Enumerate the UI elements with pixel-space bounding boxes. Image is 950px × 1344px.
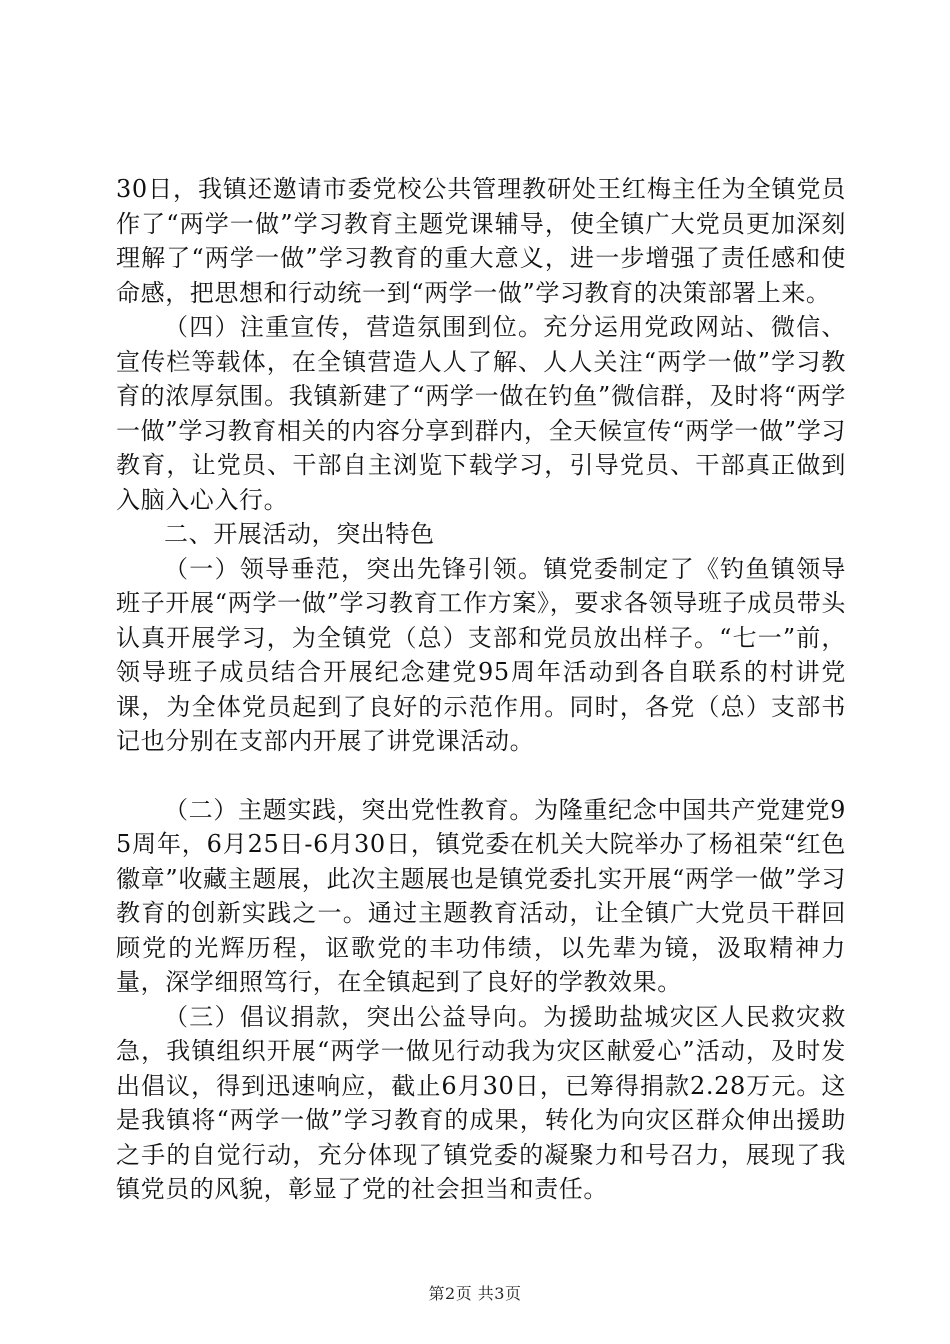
paragraph-publicity: （四）注重宣传，营造氛围到位。充分运用党政网站、微信、宣传栏等载体，在全镇营造人人了解、人人关注“两学一做”学习教育的浓厚氛围。我镇新建了“两学一做在钓鱼”微信群，及时将“两学一做”学习教育相关的内容分享到群内，全天候宣传“两学一做”学习教育，让党员、干部自主浏览下载学习，引导党员、干部真正做到入脑入心入行。 xyxy=(116,313,846,514)
paragraph-continuation: 30日，我镇还邀请市委党校公共管理教研处王红梅主任为全镇党员作了“两学一做”学习教育主题党课辅导，使全镇广大党员更加深刻理解了“两学一做”学习教育的重大意义，进一步增强了责任感和使命感，把思想和行动统一到“两学一做”学习教育的决策部署上来。 xyxy=(116,175,846,307)
page-footer: 第2页 共3页 xyxy=(428,1284,522,1303)
document-body xyxy=(116,172,846,1207)
section-heading-activities: 二、开展活动，突出特色 xyxy=(164,520,435,548)
paragraph-theme-practice: （二）主题实践，突出党性教育。为隆重纪念中国共产党建党95周年，6月25日-6月30日，镇党委在机关大院举办了杨祖荣“红色徽章”收藏主题展，此次主题展也是镇党委扎实开展“两学一做”学习教育的创新实践之一。通过主题教育活动，让全镇广大党员干群回顾党的光辉历程，讴歌党的丰功伟绩，以先辈为镜，汲取精神力量，深学细照笃行，在全镇起到了良好的学教效果。 xyxy=(116,795,846,996)
paragraph-donation: （三）倡议捐款，突出公益导向。为援助盐城灾区人民救灾救急，我镇组织开展“两学一做见行动我为灾区献爱心”活动，及时发出倡议，得到迅速响应，截止6月30日，已筹得捐款2.28万元。这是我镇将“两学一做”学习教育的成果，转化为向灾区群众伸出援助之手的自觉行动，充分体现了镇党委的凝聚力和号召力，展现了我镇党员的风貌，彰显了党的社会担当和责任。 xyxy=(116,1002,846,1203)
paragraph-leadership: （一）领导垂范，突出先锋引领。镇党委制定了《钓鱼镇领导班子开展“两学一做”学习教育工作方案》，要求各领导班子成员带头认真开展学习，为全镇党（总）支部和党员放出样子。“七一”前，领导班子成员结合开展纪念建党95周年活动到各自联系的村讲党课，为全体党员起到了良好的示范作用。同时，各党（总）支部书记也分别在支部内开展了讲党课活动。 xyxy=(116,554,846,755)
